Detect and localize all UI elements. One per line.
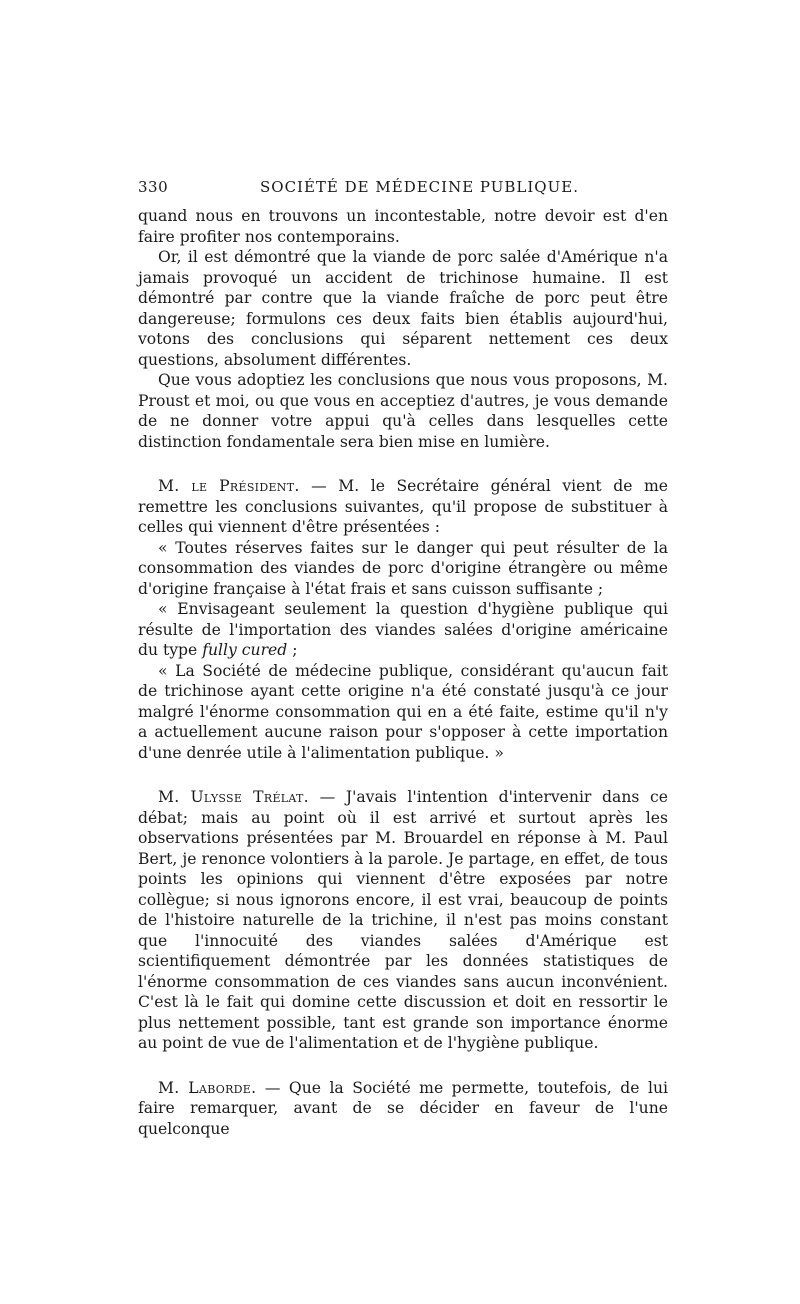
paragraph-continuation: quand nous en trouvons un incontestable, notre devoir est d'en faire profiter nos contemporains. (138, 207, 668, 246)
conclusion-3: « La Société de médecine publique, considérant qu'aucun fait de trichinose ayant cette origine n'a été constaté jusqu'à ce jour malgré l'énorme consommation qui en a été faite, estime qu'il n'y a actuellement aucune raison pour s'opposer à cette importation d'une denrée utile à l'alimentation publique. » (138, 661, 668, 762)
president-intro (138, 476, 668, 538)
laborde-section (138, 1078, 668, 1140)
president-section (138, 476, 668, 763)
president-intro-text: — M. le Secrétaire général vient de me remettre les conclusions suivantes, qu'il propose de substituer à celles qui viennent d'être présentées : (138, 477, 668, 536)
trelat-paragraph (138, 787, 668, 1054)
conclusion-2 (138, 599, 668, 661)
conclusion-2-end: ; (287, 641, 298, 659)
laborde-text: — Que la Société me permette, toutefois, de lui faire remarquer, avant de se décider en faveur de l'une quelconque (138, 1078, 669, 1138)
trelat-section (138, 787, 668, 1054)
paragraph-trichinose-argument: Or, il est démontré que la viande de porc salée d'Amérique n'a jamais provoqué un accident de trichinose humaine. Il est démontré par contre que la viande fraîche de porc peut être dangereuse; formulons ces deux faits bien établis aujourd'hui, votons des conclusions qui séparent nettement ces deux questions, absolument différentes. (138, 248, 668, 369)
trelat-text: — J'avais l'intention d'intervenir dans ce débat; mais au point où il est arrivé et surtout après les observations présentées par M. Brouardel en réponse à M. Paul Bert, je renonce volontiers à la parole. Je partage, en effet, de tous points les opinions qui viennent d'être exposées par notre collègue; si nous ignorons encore, il est vrai, beaucoup de points de l'histoire naturelle de la trichine, il n'est pas moins constant que l'innocuité des viandes salées d'Amérique est scientifiquement démontrée par les données statistiques de l'énorme consommation de ces viandes sans aucun inconvénient. C'est là le fait qui domine cette discussion et doit en ressortir le plus nettement possible, tant est grande son importance énorme au point de vue de l'alimentation et de l'hygiène publique. (138, 788, 668, 1052)
paragraph-conclusions-appeal: Que vous adoptiez les conclusions que nous vous proposons, M. Proust et moi, ou que vous en acceptiez d'autres, je vous demande de ne donner votre appui qu'à celles dans lesquelles cette distinction fondamentale sera bien mise en lumière. (138, 371, 668, 451)
document-page (138, 178, 668, 1139)
conclusion-2-italic: fully cured (202, 641, 288, 659)
header-title: SOCIÉTÉ DE MÉDECINE PUBLIQUE. (260, 178, 579, 196)
conclusion-2-text: « Envisageant seulement la question d'hygiène publique qui résulte de l'importation des viandes salées d'origine américaine du type (138, 600, 668, 659)
conclusion-1: « Toutes réserves faites sur le danger qui peut résulter de la consommation des viandes de porc d'origine étrangère ou même d'origine française à l'état frais et sans cuisson suffisante ; (138, 538, 668, 598)
speaker-president: M. le Président. (158, 477, 300, 495)
laborde-paragraph (138, 1078, 668, 1140)
speaker-trelat: M. Ulysse Trélat. (158, 788, 309, 806)
speaker-laborde: M. Laborde. (158, 1078, 257, 1097)
page-number: 330 (138, 178, 169, 196)
running-header (138, 178, 668, 204)
